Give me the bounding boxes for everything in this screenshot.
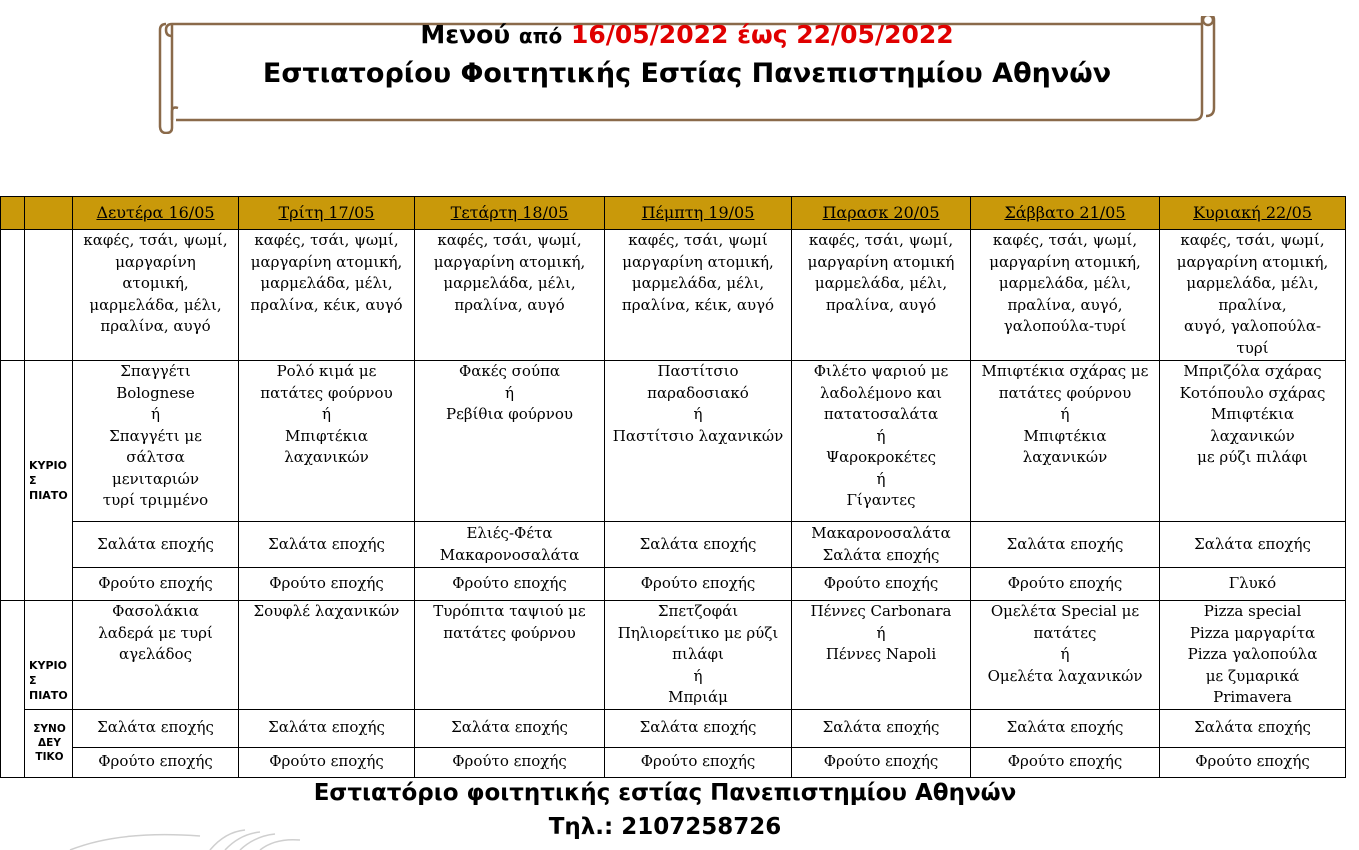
dinner-dessert-cell <box>1160 747 1346 777</box>
lunch-main-cell <box>605 361 792 522</box>
lunch-dessert-cell <box>415 568 605 601</box>
lunch-salad-cell <box>415 522 605 568</box>
lunch-side-empty <box>1 361 25 601</box>
breakfast-cell <box>239 230 415 361</box>
breakfast-cell <box>73 230 239 361</box>
menu-item-line: Σαλάτα εποχής <box>1006 534 1124 553</box>
menu-item-line: Ρολό κιμά με <box>276 362 377 380</box>
menu-item-line: Φρούτο εποχής <box>98 574 213 593</box>
menu-item-line: Σαλάτα εποχής <box>639 534 757 553</box>
menu-item-line: μαργαρίνη ατομική, <box>250 252 403 271</box>
dinner-side-label: ΣΥΝΟ ΔΕΥ ΤΙΚΟ <box>33 723 66 763</box>
from-word: από <box>518 24 563 48</box>
footer-phone: Τηλ.: 2107258726 <box>548 814 782 840</box>
dinner-main-label-cell <box>25 601 73 710</box>
lunch-dessert-cell <box>1160 568 1346 601</box>
dinner-main-cell <box>1160 601 1346 710</box>
menu-item-line: Σαλάτα εποχής <box>268 718 385 737</box>
menu-item-line: Bolognese <box>116 383 195 402</box>
menu-item-line: Φρούτο εποχής <box>1007 574 1123 593</box>
menu-item-line: ή <box>693 666 703 685</box>
menu-item-line: πραλίνα, αυγό <box>100 317 211 335</box>
menu-item-line: Σαλάτα εποχής <box>1194 534 1311 553</box>
menu-item-line: Primavera <box>1213 688 1292 706</box>
lunch-main-label: ΚΥΡΙΟ Σ ΠΙΑΤΟ <box>29 459 68 502</box>
menu-item-line: Μακαρονοσαλάτα <box>811 524 951 542</box>
menu-item-line: Μπριζόλα σχάρας <box>1183 362 1322 380</box>
dinner-dessert-cell <box>239 747 415 777</box>
menu-item-line: ατομική, <box>122 274 189 292</box>
menu-item-line: μαργαρίνη <box>115 252 196 271</box>
menu-item-line: πατάτες φούρνου <box>443 623 576 642</box>
menu-item-line: ή <box>876 426 886 445</box>
menu-item-line: πραλίνα, αυγό <box>454 295 565 314</box>
menu-item-line: Φιλέτο ψαριού με <box>813 362 949 380</box>
menu-item-line: ή <box>322 405 331 423</box>
menu-date-heading <box>158 20 1216 49</box>
menu-item-line: Σαλάτα εποχής <box>639 718 757 737</box>
menu-item-line: μαρμελάδα, μέλι, <box>814 274 948 292</box>
title-banner <box>158 16 1216 134</box>
menu-item-line: Σαλάτα εποχής <box>268 534 385 553</box>
menu-item-line: Μπιφτέκια <box>1023 426 1107 445</box>
breakfast-cell <box>971 230 1160 361</box>
menu-item-line: καφές, τσάι, ψωμί <box>628 231 768 249</box>
dinner-side-label-cell <box>25 709 73 777</box>
menu-item-line: Τυρόπιτα ταψιού με <box>433 602 586 620</box>
dinner-main-row <box>1 601 1346 710</box>
dinner-salad-cell <box>415 709 605 747</box>
dinner-salad-cell <box>792 709 971 747</box>
menu-item-line: μαργαρίνη ατομική, <box>433 252 586 271</box>
restaurant-title: Εστιατορίου Φοιτητικής Εστίας Πανεπιστημίου Αθηνών <box>262 58 1112 89</box>
breakfast-cell <box>605 230 792 361</box>
menu-item-line: ή <box>693 405 703 423</box>
dinner-salad-cell <box>605 709 792 747</box>
dinner-main-cell <box>792 601 971 710</box>
menu-item-line: Παστίτσιο <box>657 362 739 380</box>
day-header-row <box>1 197 1346 230</box>
menu-item-line: Ομελέτα λαχανικών <box>987 666 1143 685</box>
menu-item-line: μαρμελάδα, μέλι, <box>443 274 576 292</box>
lunch-dessert-cell <box>239 568 415 601</box>
menu-item-line: πατάτες <box>1033 623 1097 642</box>
menu-item-line: πραλίνα, αυγό, <box>1007 295 1123 314</box>
menu-item-line: Σπαγγέτι με <box>109 426 202 445</box>
dinner-main-cell <box>415 601 605 710</box>
lunch-salad-cell <box>1160 522 1346 568</box>
menu-item-line: πραλίνα, κέικ, αυγό <box>250 295 403 314</box>
dinner-salad-row <box>1 709 1346 747</box>
menu-item-line: Φρούτο εποχής <box>269 574 384 593</box>
dinner-main-cell <box>971 601 1160 710</box>
menu-item-line: Ψαροκροκέτες <box>826 448 936 466</box>
menu-item-line: ή <box>505 383 514 402</box>
menu-item-line: πραλίνα, αυγό <box>825 295 937 314</box>
menu-item-line: λαδερά με τυρί <box>98 623 213 642</box>
dinner-main-cell <box>605 601 792 710</box>
lunch-main-cell <box>792 361 971 522</box>
menu-item-line: πιλάφι <box>672 645 724 663</box>
menu-item-line: Μπιφτέκια <box>1210 405 1295 423</box>
menu-item-line: Μπιφτέκια <box>284 426 369 445</box>
dinner-main-cell <box>239 601 415 710</box>
dinner-salad-cell <box>971 709 1160 747</box>
dinner-dessert-cell <box>73 747 239 777</box>
menu-item-line: Pizza μαργαρίτα <box>1189 623 1316 642</box>
dinner-dessert-cell <box>792 747 971 777</box>
menu-item-line: μαρμελάδα, μέλι, <box>89 295 222 314</box>
menu-item-line: μαρμελάδα, μέλι, <box>998 274 1132 292</box>
menu-item-line: Γίγαντες <box>846 491 916 509</box>
menu-item-line: αγελάδος <box>119 645 192 663</box>
dinner-dessert-cell <box>415 747 605 777</box>
day-header: Τρίτη 17/05 <box>239 197 415 230</box>
dinner-salad-cell <box>1160 709 1346 747</box>
breakfast-cell <box>1160 230 1346 361</box>
menu-item-line: λαδολέμονο και <box>819 383 943 402</box>
decorative-flourish-icon <box>60 828 320 850</box>
menu-item-line: λαχανικών <box>1022 448 1108 466</box>
menu-item-line: Ρεβίθια φούρνου <box>446 405 573 423</box>
lunch-main-cell <box>971 361 1160 522</box>
menu-item-line: Παστίτσιο λαχανικών <box>612 426 784 445</box>
lunch-dessert-cell <box>73 568 239 601</box>
menu-item-line: Φασολάκια <box>112 602 199 620</box>
breakfast-row <box>1 230 1346 361</box>
menu-item-line: Φρούτο εποχής <box>452 574 567 593</box>
header-empty-cell <box>1 197 25 230</box>
menu-item-line: λαχανικών <box>284 448 369 466</box>
dinner-dessert-cell <box>971 747 1160 777</box>
lunch-dessert-cell <box>792 568 971 601</box>
menu-item-line: Σαλάτα εποχής <box>1194 718 1311 737</box>
menu-item-line: Φακές σούπα <box>458 362 561 380</box>
menu-item-line: Σαλάτα εποχής <box>97 534 214 553</box>
menu-item-line: Pizza special <box>1203 602 1302 620</box>
menu-item-line: λαχανικών <box>1210 426 1295 445</box>
menu-item-line: Φρούτο εποχής <box>98 752 213 771</box>
menu-item-line: Φρούτο εποχής <box>640 574 756 593</box>
menu-item-line: σάλτσα <box>126 448 185 466</box>
lunch-main-row <box>1 361 1346 522</box>
menu-item-line: Σαλάτα εποχής <box>822 718 940 737</box>
dinner-main-cell <box>73 601 239 710</box>
lunch-salad-cell <box>239 522 415 568</box>
dinner-dessert-cell <box>605 747 792 777</box>
menu-item-line: πατατοσαλάτα <box>823 405 939 423</box>
lunch-salad-cell <box>971 522 1160 568</box>
lunch-dessert-cell <box>971 568 1160 601</box>
day-header: Παρασκ 20/05 <box>792 197 971 230</box>
menu-item-line: αυγό, γαλοπούλα- <box>1183 317 1322 335</box>
menu-item-line: τυρί τριμμένο <box>102 491 209 509</box>
menu-item-line: μαργαρίνη ατομική, <box>622 252 774 271</box>
lunch-main-cell <box>73 361 239 522</box>
menu-item-line: Σαλάτα εποχής <box>97 718 214 737</box>
menu-item-line: Σαλάτα εποχής <box>451 718 568 737</box>
day-header: Τετάρτη 18/05 <box>415 197 605 230</box>
menu-item-line: Πέννες Napoli <box>825 645 937 663</box>
menu-item-line: ή <box>876 469 886 488</box>
side-empty-cell <box>1 230 25 361</box>
breakfast-cell <box>415 230 605 361</box>
dinner-dessert-row <box>1 747 1346 777</box>
dinner-main-label: ΚΥΡΙΟ Σ ΠΙΑΤΟ <box>29 658 68 702</box>
day-header: Σάββατο 21/05 <box>971 197 1160 230</box>
menu-item-line: μαργαρίνη ατομική <box>807 252 955 271</box>
menu-item-line: Σαλάτα εποχής <box>822 545 940 564</box>
menu-item-line: Ελιές-Φέτα <box>466 524 553 542</box>
menu-item-line: Φρούτο εποχής <box>269 752 384 771</box>
lunch-salad-row <box>1 522 1346 568</box>
menu-item-line: γαλοπούλα-τυρί <box>1003 317 1127 335</box>
menu-item-line: μαρμελάδα, μέλι, <box>260 274 393 292</box>
menu-item-line: με ζυμαρικά <box>1205 666 1300 685</box>
menu-item-line: ή <box>1060 645 1070 663</box>
menu-item-line: Φρούτο εποχής <box>823 574 939 593</box>
day-header: Κυριακή 22/05 <box>1160 197 1346 230</box>
dinner-salad-cell <box>73 709 239 747</box>
menu-item-line: καφές, τσάι, ψωμί, <box>254 231 399 249</box>
menu-item-line: Σαλάτα εποχής <box>1006 718 1124 737</box>
day-header: Δευτέρα 16/05 <box>73 197 239 230</box>
menu-item-line: πατάτες φούρνου <box>260 383 393 402</box>
lunch-salad-cell <box>605 522 792 568</box>
menu-item-line: καφές, τσάι, ψωμί, <box>992 231 1138 249</box>
menu-item-line: μενιταριών <box>112 469 199 488</box>
lunch-main-cell <box>1160 361 1346 522</box>
menu-item-line: μαρμελάδα, μέλι, <box>1186 274 1319 292</box>
menu-item-line: καφές, τσάι, ψωμί, <box>83 231 228 249</box>
menu-item-line: Φρούτο εποχής <box>640 752 756 771</box>
menu-item-line: μαργαρίνη ατομική, <box>1176 252 1329 271</box>
menu-item-line: Φρούτο εποχής <box>1007 752 1123 771</box>
lunch-salad-cell <box>792 522 971 568</box>
menu-item-line: καφές, τσάι, ψωμί, <box>808 231 954 249</box>
menu-item-line: καφές, τσάι, ψωμί, <box>437 231 582 249</box>
menu-item-line: πατάτες φούρνου <box>998 383 1132 402</box>
dinner-side-empty <box>1 601 25 778</box>
menu-item-line: ή <box>876 623 886 642</box>
menu-item-line: Φρούτο εποχής <box>452 752 567 771</box>
menu-item-line: με ρύζι πιλάφι <box>1197 448 1308 466</box>
menu-item-line: Πηλιορείτικο με ρύζι <box>617 623 779 642</box>
menu-item-line: Σουφλέ λαχανικών <box>253 602 400 620</box>
menu-item-line: Μακαρονοσαλάτα <box>439 545 580 564</box>
menu-item-line: Φρούτο εποχής <box>823 752 939 771</box>
menu-item-line: πραλίνα, κέικ, αυγό <box>621 295 775 314</box>
lunch-main-label-cell <box>25 361 73 601</box>
menu-item-line: μαρμελάδα, μέλι, <box>631 274 765 292</box>
lunch-salad-cell <box>73 522 239 568</box>
menu-item-line: παραδοσιακό <box>647 383 749 402</box>
side-empty-cell <box>25 230 73 361</box>
lunch-dessert-cell <box>605 568 792 601</box>
date-range: 16/05/2022 έως 22/05/2022 <box>570 20 954 49</box>
menu-item-line: Σπαγγέτι <box>120 362 191 380</box>
header-empty-cell <box>25 197 73 230</box>
lunch-main-cell <box>415 361 605 522</box>
dinner-salad-cell <box>239 709 415 747</box>
menu-item-line: ή <box>151 405 160 423</box>
breakfast-cell <box>792 230 971 361</box>
menu-word: Μενού <box>420 20 511 49</box>
menu-item-line: Ομελέτα Special με <box>990 602 1140 620</box>
lunch-dessert-row <box>1 568 1346 601</box>
menu-item-line: Μπιφτέκια σχάρας με <box>981 362 1149 380</box>
menu-item-line: Πέννες Carbonara <box>810 602 952 620</box>
menu-item-line: Γλυκό <box>1228 574 1277 593</box>
menu-item-line: τυρί <box>1236 338 1269 357</box>
menu-item-line: καφές, τσάι, ψωμί, <box>1180 231 1325 249</box>
menu-item-line: ή <box>1060 405 1070 423</box>
lunch-main-cell <box>239 361 415 522</box>
weekly-menu-table <box>0 196 1346 778</box>
menu-item-line: Φρούτο εποχής <box>1195 752 1310 771</box>
menu-item-line: Κοτόπουλο σχάρας <box>1179 383 1326 402</box>
day-header: Πέμπτη 19/05 <box>605 197 792 230</box>
menu-item-line: Μπριάμ <box>668 688 728 706</box>
menu-item-line: Σπετζοφάι <box>657 602 739 620</box>
menu-item-line: μαργαρίνη ατομική, <box>989 252 1141 271</box>
menu-item-line: Pizza γαλοπούλα <box>1187 645 1318 663</box>
menu-item-line: πραλίνα, <box>1218 295 1287 314</box>
footer-restaurant-name: Εστιατόριο φοιτητικής εστίας Πανεπιστημίου Αθηνών <box>313 780 1017 806</box>
